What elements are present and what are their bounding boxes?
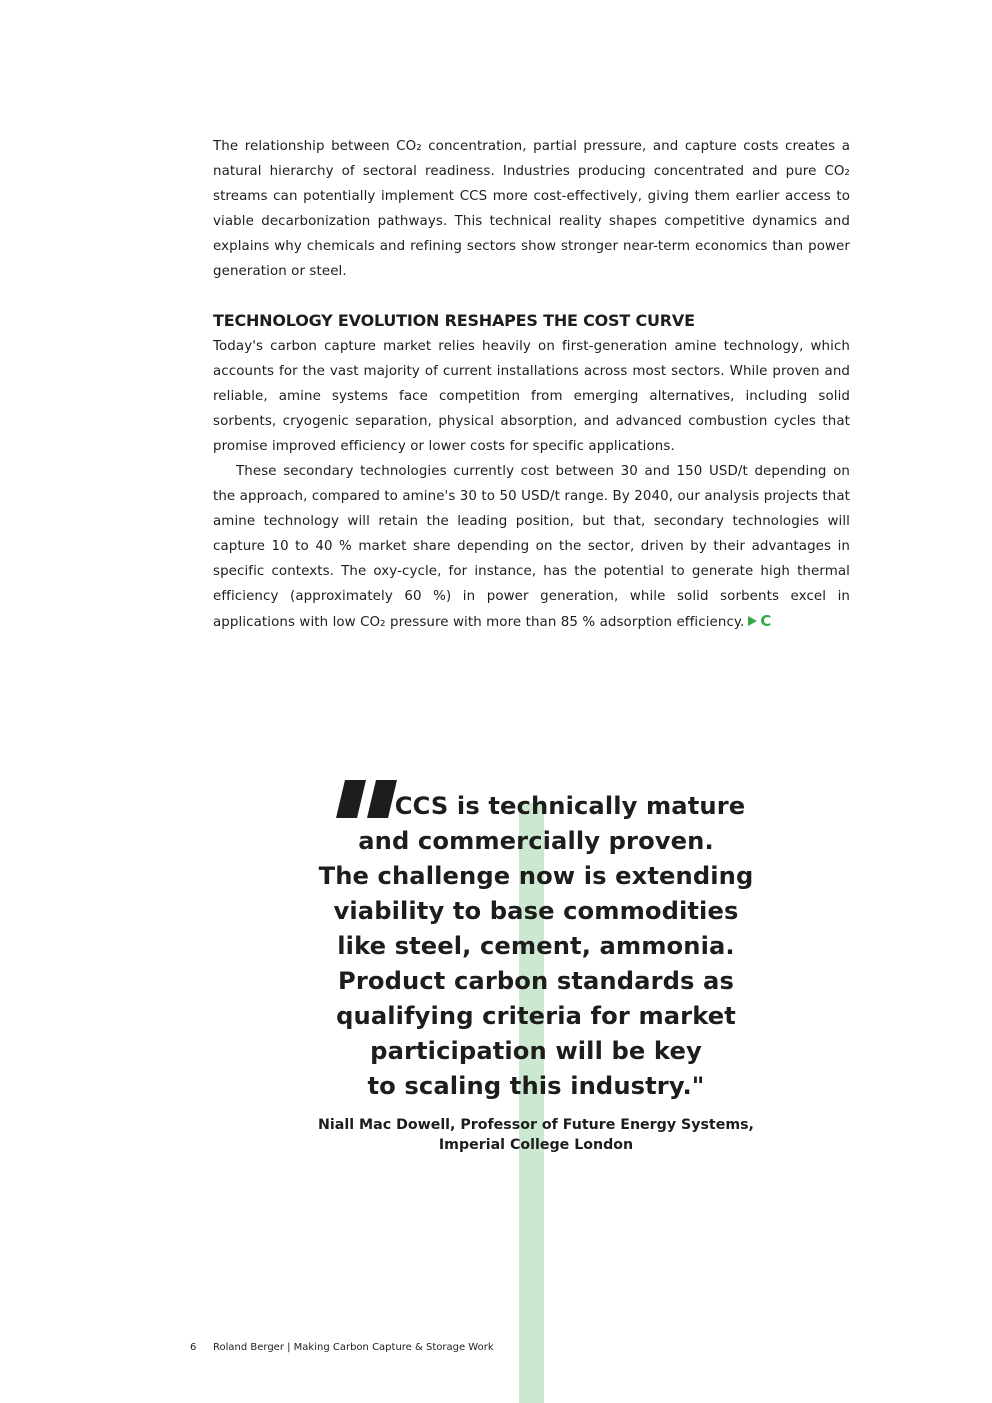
quote-line: qualifying criteria for market	[336, 1002, 736, 1030]
quote-line: The challenge now is extending	[318, 862, 754, 890]
footer-title: Roland Berger | Making Carbon Capture & Storage Work	[213, 1342, 494, 1353]
page-number: 6	[190, 1342, 197, 1353]
continue-marker	[748, 612, 772, 630]
quote-line: to scaling this industry."	[367, 1072, 705, 1100]
paragraph-secondary-technologies	[213, 459, 850, 635]
paragraph-co2-hierarchy: The relationship between CO₂ concentration, partial pressure, and capture costs creates a natural hierarchy of sectoral readiness. Industries producing concentrated and pure CO₂ streams can potentially implement CCS more cost-effectively, giving them earlier access to viable decarbonization pathways. This technical reality shapes competitive dynamics and explains why chemicals and refining sectors show stronger near-term economics than power generation or steel.	[213, 139, 850, 279]
page-footer	[190, 1341, 494, 1355]
paragraph-amine-market: Today's carbon capture market relies heavily on first-generation amine technology, which accounts for the vast majority of current installations across most sectors. While proven and reliable, amine systems face competition from emerging alternatives, including solid sorbents, cryogenic separation, physical absorption, and advanced combustion cycles that promise improved efficiency or lower costs for specific applications.	[213, 339, 850, 454]
quote-line: like steel, cement, ammonia.	[337, 932, 735, 960]
quote-line: participation will be key	[370, 1037, 702, 1065]
quote-line: viability to base commodities	[333, 897, 739, 925]
attribution-name: Niall Mac Dowell, Professor of Future Energy Systems,	[318, 1117, 754, 1133]
quote-line: Product carbon standards as	[338, 967, 734, 995]
quote-line: CCS is technically mature	[394, 792, 746, 820]
quote-attribution	[300, 1115, 772, 1155]
play-arrow-icon	[748, 616, 757, 626]
pull-quote	[300, 789, 772, 1104]
section-heading: TECHNOLOGY EVOLUTION RESHAPES THE COST CURVE	[213, 311, 695, 330]
attribution-institution: Imperial College London	[438, 1137, 634, 1153]
continue-marker-letter: C	[760, 612, 772, 630]
paragraph-secondary-text: These secondary technologies currently cost between 30 and 150 USD/t depending on the approach, compared to amine's 30 to 50 USD/t range. By 2040, our analysis projects that amine technology will retain the leading position, but that, secondary technologies will capture 10 to 40 % market share depending on the sector, driven by their advantages in specific contexts. The oxy-cycle, for instance, has the potential to generate high thermal efficiency (approximately 60 %) in power generation, while solid sorbents excel in applications with low CO₂ pressure with more than 85 % adsorption efficiency.	[213, 464, 850, 630]
quote-line: and commercially proven.	[358, 827, 714, 855]
